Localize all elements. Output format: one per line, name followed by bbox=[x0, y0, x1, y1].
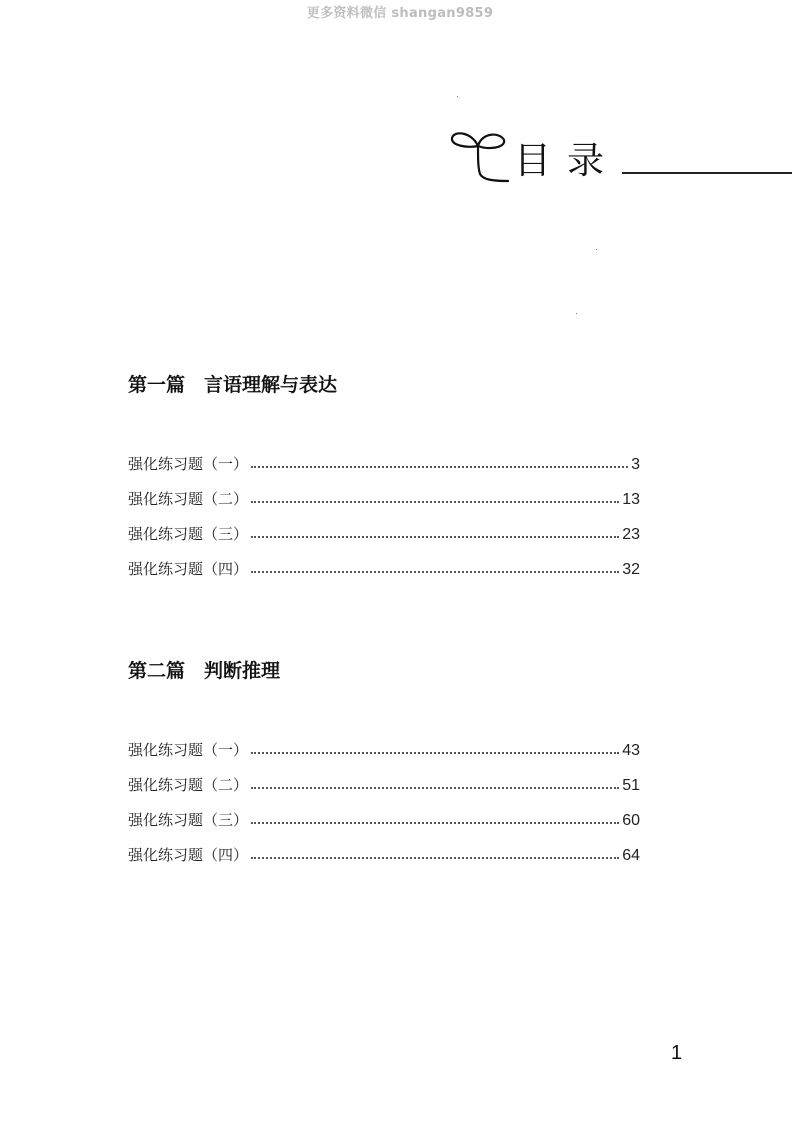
page-number: 1 bbox=[671, 1042, 683, 1064]
toc-list bbox=[128, 439, 640, 579]
toc-entry[interactable] bbox=[128, 760, 640, 795]
toc-entry[interactable] bbox=[128, 830, 640, 865]
entry-label: 强化练习题（四） bbox=[128, 846, 249, 864]
section-1 bbox=[128, 370, 640, 579]
dot-leader bbox=[251, 536, 619, 538]
entry-page-number: 23 bbox=[622, 526, 640, 543]
entry-label: 强化练习题（二） bbox=[128, 776, 249, 794]
toc-title: 目录 bbox=[514, 139, 620, 182]
section-title: 第一篇 言语理解与表达 bbox=[128, 374, 338, 396]
toc-entry[interactable] bbox=[128, 439, 640, 474]
entry-page-number: 51 bbox=[622, 777, 640, 794]
toc-list bbox=[128, 725, 640, 865]
dot-leader bbox=[251, 752, 619, 754]
entry-page-number: 13 bbox=[622, 491, 640, 508]
entry-page-number: 60 bbox=[622, 812, 640, 829]
entry-label: 强化练习题（一） bbox=[128, 741, 249, 759]
entry-page-number: 32 bbox=[622, 561, 640, 578]
section-2 bbox=[128, 656, 640, 865]
entry-page-number: 64 bbox=[622, 847, 640, 864]
toc-entry[interactable] bbox=[128, 544, 640, 579]
dot-leader bbox=[251, 822, 619, 824]
dot-leader bbox=[251, 857, 619, 859]
section-title: 第二篇 判断推理 bbox=[128, 660, 281, 682]
dot-leader bbox=[251, 501, 619, 503]
entry-label: 强化练习题（三） bbox=[128, 811, 249, 829]
entry-page-number: 3 bbox=[631, 456, 640, 473]
toc-entry[interactable] bbox=[128, 509, 640, 544]
watermark-text: 更多资料微信 shangan9859 bbox=[306, 6, 494, 21]
entry-label: 强化练习题（一） bbox=[128, 455, 249, 473]
sprout-icon bbox=[448, 124, 510, 190]
entry-label: 强化练习题（二） bbox=[128, 490, 249, 508]
toc-entry[interactable] bbox=[128, 795, 640, 830]
dot-leader bbox=[251, 466, 628, 468]
toc-entry[interactable] bbox=[128, 725, 640, 760]
dot-leader bbox=[251, 571, 619, 573]
title-rule bbox=[622, 172, 792, 174]
toc-header bbox=[448, 120, 800, 200]
dot-leader bbox=[251, 787, 619, 789]
entry-label: 强化练习题（四） bbox=[128, 560, 249, 578]
toc-entry[interactable] bbox=[128, 474, 640, 509]
entry-label: 强化练习题（三） bbox=[128, 525, 249, 543]
entry-page-number: 43 bbox=[622, 742, 640, 759]
